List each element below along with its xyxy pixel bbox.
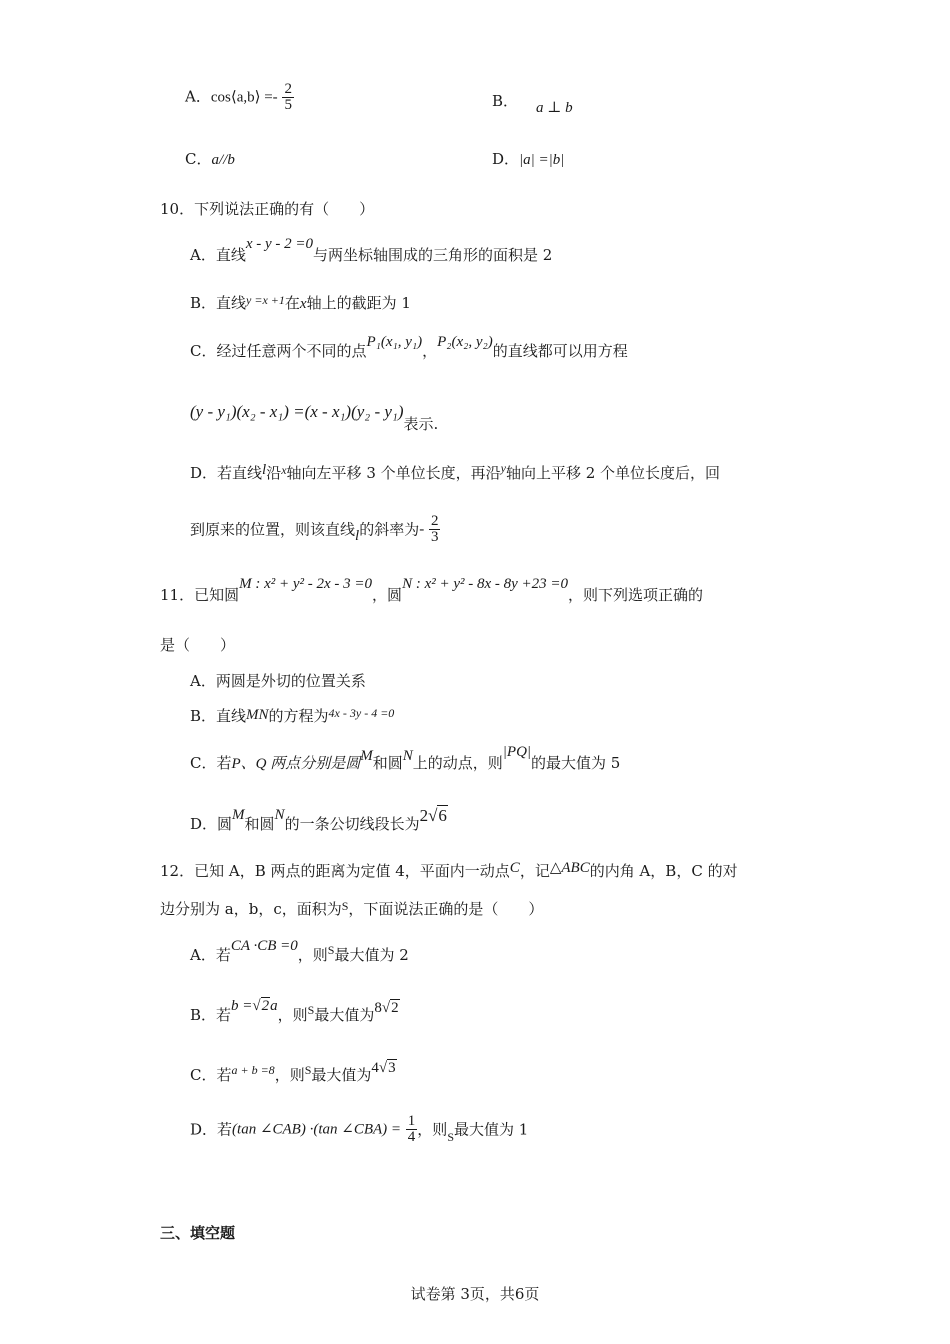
sqrt-expression: 2√6 — [419, 806, 447, 825]
page-footer: 试卷第 3页，共6页 — [410, 1285, 540, 1303]
line-equation: (y - y₁)(x₂ - x₁) =(x - x₁)(y₂ - y₁) — [190, 402, 404, 421]
q12-option-a: A．若CA ·CB =0，则$^S$最大值为 2 — [190, 938, 409, 964]
q9-option-c — [185, 150, 235, 169]
q10-option-d-line2: 到原来的位置，则该直线l的斜率为- $\frac{2}{3}$ — [190, 513, 439, 545]
q11-option-b: B．直线MN的方程为$^{4x - 3y - 4 =0}$ — [190, 706, 395, 725]
option-label: A． — [185, 87, 211, 106]
formula: |a| =|b| — [519, 152, 565, 168]
q12-stem: 12．已知 A，B 两点的距离为定值 4，平面内一动点C，记△ABC的内角 A，B，C 的对 — [160, 860, 738, 880]
q11-option-c: C．若P、Q 两点分别是圆M和圆N上的动点，则|PQ|的最大值为 5 — [190, 744, 621, 772]
q10-option-c: C．经过任意两个不同的点P₁(x₁, y₁)，P₂(x₂, y₂)的直线都可以用方程 — [190, 334, 628, 360]
q9-option-a — [185, 82, 294, 113]
point-p2: P₂(x₂, y₂) — [437, 334, 493, 350]
formula: b =√2a — [231, 998, 278, 1014]
q12-option-b: B．若b =√2a，则$^S$最大值为8√2 — [190, 998, 399, 1024]
circle-n-equation: N : x² + y² - 8x - 8y +23 =0 — [402, 576, 569, 592]
q12-option-c: C．若$^{a + b =8}$，则$^S$最大值为4√3 — [190, 1060, 396, 1084]
formula: cos⟨a,b⟩ =- — [210, 89, 278, 106]
q9-option-b — [492, 92, 573, 116]
option-label: C． — [185, 150, 212, 168]
circle-m-equation: M : x² + y² - 2x - 3 =0 — [239, 576, 373, 592]
fraction: $\frac{2}{5}$ — [284, 81, 292, 113]
sqrt-expression: 4√3 — [371, 1060, 396, 1076]
formula: y =x +1 — [246, 293, 285, 307]
point-p1: P₁(x₁, y₁) — [366, 334, 423, 350]
q12-option-d: D．若(tan ∠CAB) ·(tan ∠CBA) = $\frac{1}{4}$ ，则$_S$最大值为 1 — [190, 1113, 529, 1145]
q12-stem-line2: 边分别为 a，b，c，面积为$^S$，下面说法正确的是（ ） — [160, 899, 544, 918]
q10-stem: 10．下列说法正确的有（ ） — [160, 200, 375, 218]
formula: x - y - 2 =0 — [245, 236, 314, 252]
fraction: $\frac{2}{3}$ — [430, 513, 439, 545]
section-heading: 三、填空题 — [160, 1224, 236, 1242]
formula: 4x - 3y - 4 =0 — [328, 706, 395, 720]
q10-option-a: A．直线x - y - 2 =0与两坐标轴围成的三角形的面积是 2 — [190, 236, 553, 264]
formula: (tan ∠CAB) ·(tan ∠CBA) = — [232, 1121, 402, 1138]
q11-option-a: A．两圆是外切的位置关系 — [190, 672, 366, 690]
option-label: D． — [492, 150, 520, 168]
q10-option-b: B．直线$^{y =x +1}$在x轴上的截距为 1 — [190, 293, 411, 312]
q9-option-d — [492, 150, 564, 169]
q10-option-c-equation: (y - y₁)(x₂ - x₁) =(x - x₁)(y₂ - y₁)表示. — [190, 402, 439, 433]
q10-option-d: D．若直线l沿$^x$轴向左平移 3 个单位长度，再沿$^y$轴向上平移 2 个单位长度后，回 — [190, 461, 721, 482]
option-label: B． — [492, 92, 519, 110]
q11-option-d: D．圆M和圆N的一条公切线段长为2√6 — [190, 806, 447, 833]
formula: a + b =8 — [231, 1063, 275, 1077]
q11-stem: 11．已知圆M : x² + y² - 2x - 3 =0，圆N : x² + y² - 8x - 8y +23 =0，则下列选项正确的 — [160, 576, 704, 604]
formula: a//b — [211, 152, 235, 168]
formula: CA ·CB =0 — [230, 938, 298, 954]
fraction: $\frac{1}{4}$ — [407, 1113, 416, 1145]
formula: a ⊥ b — [536, 100, 573, 116]
sqrt-expression: 8√2 — [374, 1000, 399, 1016]
q11-stem-line2: 是（ ） — [160, 636, 236, 654]
